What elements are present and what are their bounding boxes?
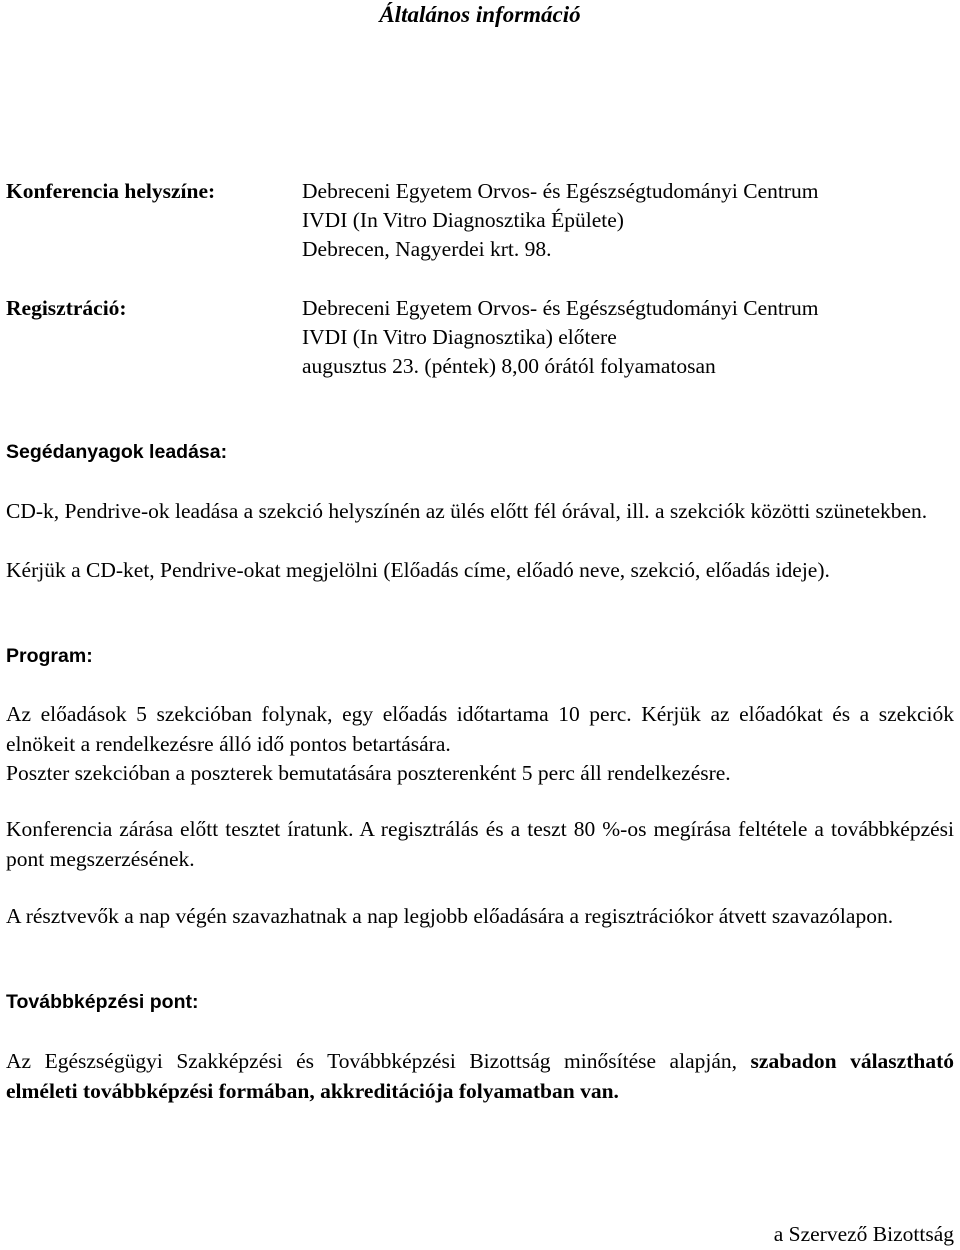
page-title: Általános információ xyxy=(379,2,581,27)
program-paragraph: A résztvevők a nap végén szavazhatnak a nap legjobb előadására a regisztrációkor átvett szavazólapon. xyxy=(6,904,894,928)
registration-line: augusztus 23. (péntek) 8,00 órától folyamatosan xyxy=(302,354,716,378)
materials-paragraph: Kérjük a CD-ket, Pendrive-okat megjelölni (Előadás címe, előadó neve, szekció, előadás ideje). xyxy=(6,558,830,582)
program-heading: Program: xyxy=(6,645,93,667)
training-text: Az Egészségügyi Szakképzési és Továbbképzési Bizottság minősítése alapján, xyxy=(6,1049,737,1073)
registration-details xyxy=(302,294,952,381)
venue-line: IVDI (In Vitro Diagnosztika Épülete) xyxy=(302,208,624,232)
venue-line: Debreceni Egyetem Orvos- és Egészségtudományi Centrum xyxy=(302,179,819,203)
training-paragraph xyxy=(6,1047,954,1106)
registration-label: Regisztráció: xyxy=(6,296,127,320)
training-heading: Továbbképzési pont: xyxy=(6,991,199,1013)
program-paragraph: Az előadások 5 szekcióban folynak, egy előadás időtartama 10 perc. Kérjük az előadókat és a szekciók elnökeit a rendelkezésre álló idő pontos betartására. xyxy=(6,702,954,756)
venue-label: Konferencia helyszíne: xyxy=(6,179,216,203)
venue-details xyxy=(302,177,952,264)
materials-heading: Segédanyagok leadása: xyxy=(6,441,228,463)
materials-paragraph: CD-k, Pendrive-ok leadása a szekció helyszínén az ülés előtt fél órával, ill. a szekciók közötti szünetekben. xyxy=(6,499,928,523)
training-text-bold: szabadon választható elméleti továbbképzési formában, akkreditációja folyamatban van. xyxy=(6,1049,954,1103)
signature: a Szervező Bizottság xyxy=(773,1222,954,1246)
program-paragraph: Poszter szekcióban a poszterek bemutatására poszterenként 5 perc áll rendelkezésre. xyxy=(6,761,731,785)
program-paragraph: Konferencia zárása előtt tesztet íratunk. A regisztrálás és a teszt 80 %-os megírása feltétele a továbbképzési pont megszerzésének. xyxy=(6,817,954,871)
registration-line: Debreceni Egyetem Orvos- és Egészségtudományi Centrum xyxy=(302,296,819,320)
registration-line: IVDI (In Vitro Diagnosztika) előtere xyxy=(302,325,617,349)
venue-line: Debrecen, Nagyerdei krt. 98. xyxy=(302,237,552,261)
